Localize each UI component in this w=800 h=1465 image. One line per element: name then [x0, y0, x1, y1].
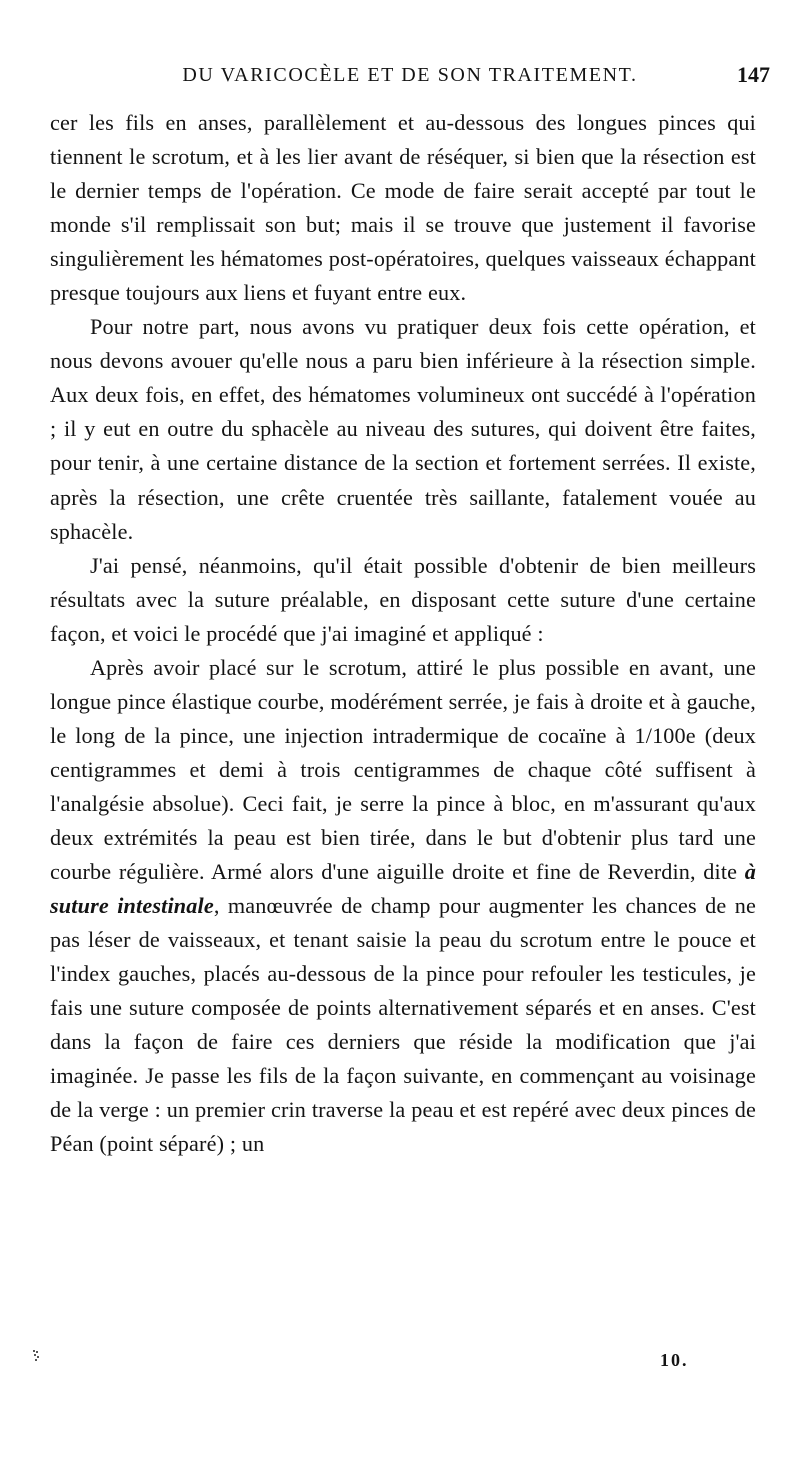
paragraph-4-italic-term: à suture intestinale: [50, 859, 756, 919]
page-number: 147: [737, 62, 770, 87]
running-title: DU VARICOCÈLE ET DE SON TRAITEMENT.: [182, 64, 638, 86]
signature-mark: 10.: [660, 1350, 689, 1370]
paragraph-1-text: cer les fils en anses, parallèlement et au-dessous des longues pinces qui tiennent le scrotum, et à les lier avant de réséquer, si bien que la résection est le dernier temps de l'opération. Ce mode de faire serait accepté par tout le monde s'il remplissait son but; mais il se trouve que justement il favorise singulièrement les hématomes post-opératoires, quelques vaisseaux échappant presque toujours aux liens et fuyant entre eux.: [50, 110, 756, 306]
ink-speck: [32, 1348, 40, 1362]
paragraph-1: [50, 106, 756, 310]
paragraph-2: Pour notre part, nous avons vu pratiquer deux fois cette opération, et nous devons avouer qu'elle nous a paru bien inférieure à la résection simple. Aux deux fois, en effet, des hématomes volumineux ont succédé à l'opération ; il y eut en outre du sphacèle au niveau des sutures, qui doivent être faites, pour tenir, à une certaine distance de la section et fortement serrées. Il existe, après la résection, une crête cruentée très saillante, fatalement vouée au sphacèle.: [50, 314, 756, 544]
body-text: [50, 106, 756, 1161]
paragraph-4-text-end: , manœuvrée de champ pour augmenter les chances de ne pas léser de vaisseaux, et tenant saisie la peau du scrotum entre le pouce et l'index gauches, placés au-dessous de la pince pour refouler les testicules, je fais une suture composée de points alternativement séparés et en anses. C'est dans la façon de faire ces derniers que réside la modification que j'ai imaginée. Je passe les fils de la façon suivante, en commençant au voisinage de la verge : un premier crin traverse la peau et est repéré avec deux pinces de Péan (point séparé) ; un: [50, 893, 757, 1157]
paragraph-4-text-start: Après avoir placé sur le scrotum, attiré le plus possible en avant, une longue pince élastique courbe, modérément serrée, je fais à droite et à gauche, le long de la pince, une injection intradermique de cocaïne à 1/100e (deux centigrammes et demi à trois centigrammes de chaque côté suffisent à l'analgésie absolue). Ceci fait, je serre la pince à bloc, en m'assurant qu'aux deux extrémités la peau est bien tirée, dans le but d'obtenir plus tard une courbe régulière. Armé alors d'une aiguille droite et fine de Reverdin, dite: [50, 654, 756, 885]
paragraph-3: J'ai pensé, néanmoins, qu'il était possible d'obtenir de bien meilleurs résultats avec la suture préalable, en disposant cette suture d'une certaine façon, et voici le procédé que j'ai imaginé et appliqué :: [50, 552, 756, 646]
paragraph-4: [50, 651, 756, 1162]
running-header: [50, 60, 770, 90]
